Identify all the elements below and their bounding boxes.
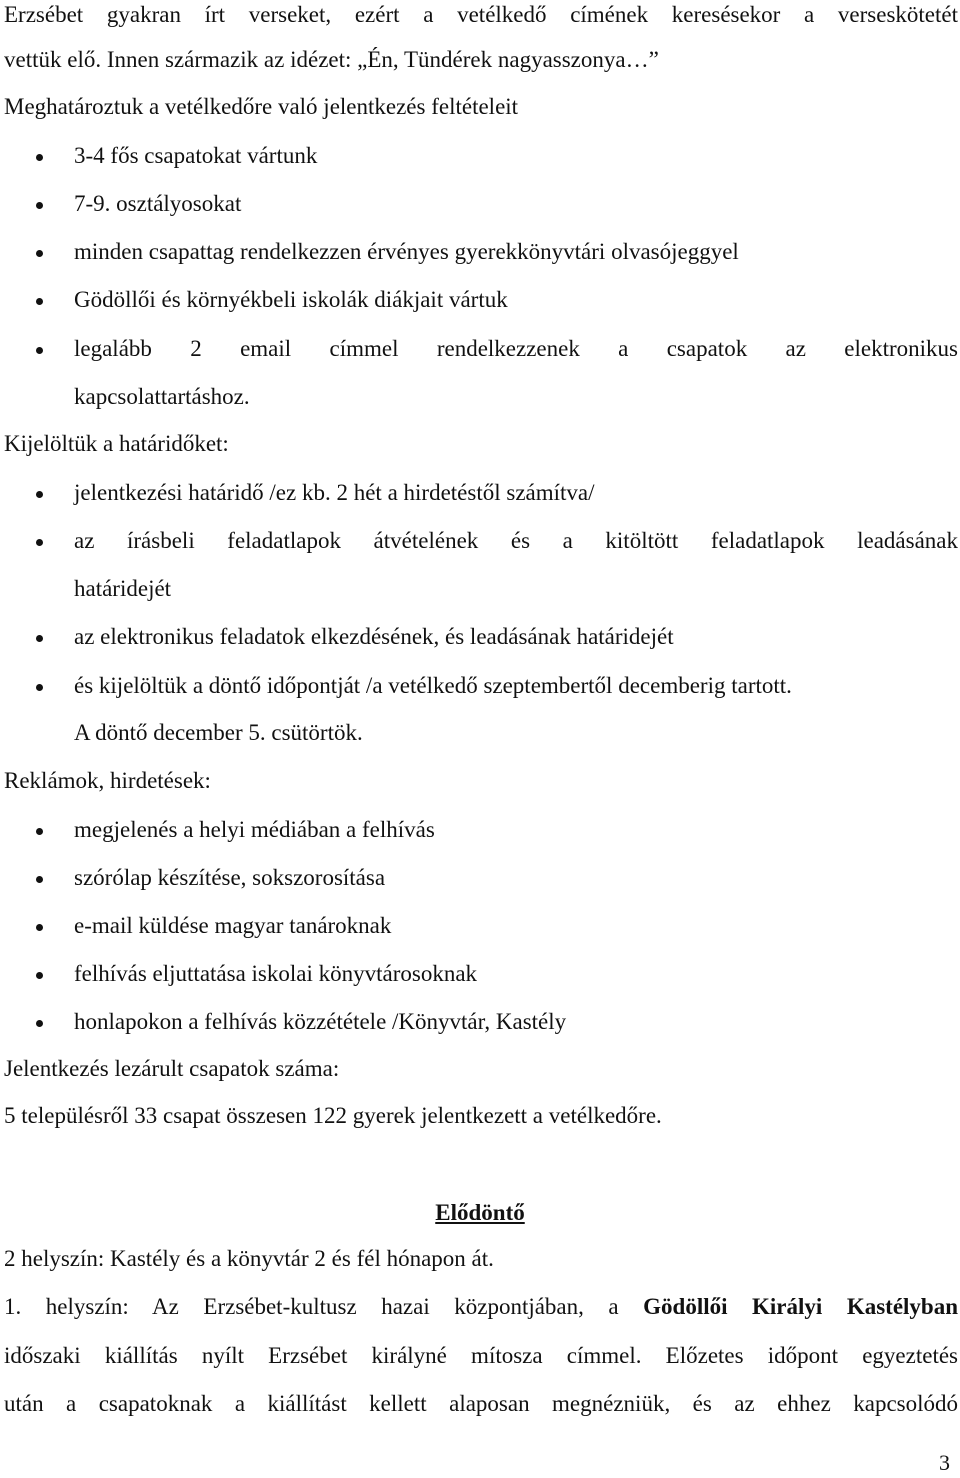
bullet-icon (36, 347, 43, 354)
bullet-icon (36, 876, 43, 883)
page-number: 3 (939, 1450, 950, 1475)
ad-item: szórólap készítése, sokszorosítása (74, 865, 386, 890)
bullet-icon (36, 972, 43, 979)
section-heading: Elődöntő (435, 1200, 525, 1225)
deadline-item: és kijelöltük a döntő időpontját /a vetélkedő szeptembertől decemberig tartott. (74, 673, 792, 698)
closed-result: 5 településről 33 csapat összesen 122 gyerek jelentkezett a vetélkedőre. (4, 1103, 662, 1128)
condition-item-continuation: kapcsolattartáshoz. (74, 384, 250, 409)
deadline-item-continuation: A döntő december 5. csütörtök. (74, 720, 363, 745)
deadline-item-continuation: határidejét (74, 576, 172, 601)
deadline-item: az elektronikus feladatok elkezdésének, és leadásának határidejét (74, 624, 674, 649)
section-line-1: 2 helyszín: Kastély és a könyvtár 2 és fél hónapon át. (4, 1246, 494, 1271)
section-line-2-text: 1. helyszín: Az Erzsébet-kultusz hazai központjában, a (4, 1294, 619, 1319)
condition-item: legalább 2 email címmel rendelkezzenek a csapatok az elektronikus (74, 336, 958, 361)
section-line-4: után a csapatoknak a kiállítást kellett alaposan megnézniük, és az ehhez kapcsolódó (4, 1391, 958, 1416)
condition-item: Gödöllői és környékbeli iskolák diákjait vártuk (74, 287, 508, 312)
condition-item: minden csapattag rendelkezzen érvényes gyerekkönyvtári olvasójeggyel (74, 239, 739, 264)
bullet-icon (36, 491, 43, 498)
bullet-icon (36, 202, 43, 209)
section-line-3: időszaki kiállítás nyílt Erzsébet királyné mítosza címmel. Előzetes időpont egyeztetés (4, 1343, 958, 1368)
castle-name: Gödöllői Királyi Kastélyban (643, 1294, 959, 1319)
bullet-icon (36, 635, 43, 642)
condition-item: 3-4 fős csapatokat vártunk (74, 143, 318, 168)
deadline-item: jelentkezési határidő /ez kb. 2 hét a hirdetéstől számítva/ (74, 480, 595, 505)
conditions-title: Meghatároztuk a vetélkedőre való jelentkezés feltételeit (4, 94, 519, 119)
bullet-icon (36, 250, 43, 257)
ad-item: felhívás eljuttatása iskolai könyvtárosoknak (74, 961, 478, 986)
deadlines-title: Kijelöltük a határidőket: (4, 431, 229, 456)
intro-line-1: Erzsébet gyakran írt verseket, ezért a vetélkedő címének keresésekor a verseskötetét (4, 2, 958, 27)
ad-item: megjelenés a helyi médiában a felhívás (74, 817, 435, 842)
bullet-icon (36, 684, 43, 691)
deadline-item: az írásbeli feladatlapok átvételének és a kitöltött feladatlapok leadásának (74, 528, 958, 553)
ads-title: Reklámok, hirdetések: (4, 768, 211, 793)
ad-item: e-mail küldése magyar tanároknak (74, 913, 392, 938)
bullet-icon (36, 539, 43, 546)
bullet-icon (36, 1020, 43, 1027)
ad-item: honlapokon a felhívás közzététele /Könyvtár, Kastély (74, 1009, 567, 1034)
bullet-icon (36, 828, 43, 835)
closed-title: Jelentkezés lezárult csapatok száma: (4, 1056, 340, 1081)
bullet-icon (36, 154, 43, 161)
condition-item: 7-9. osztályosokat (74, 191, 242, 216)
bullet-icon (36, 924, 43, 931)
section-line-2 (4, 1292, 958, 1322)
bullet-icon (36, 298, 43, 305)
intro-line-2: vettük elő. Innen származik az idézet: „Én, Tündérek nagyasszonya…” (4, 47, 659, 72)
